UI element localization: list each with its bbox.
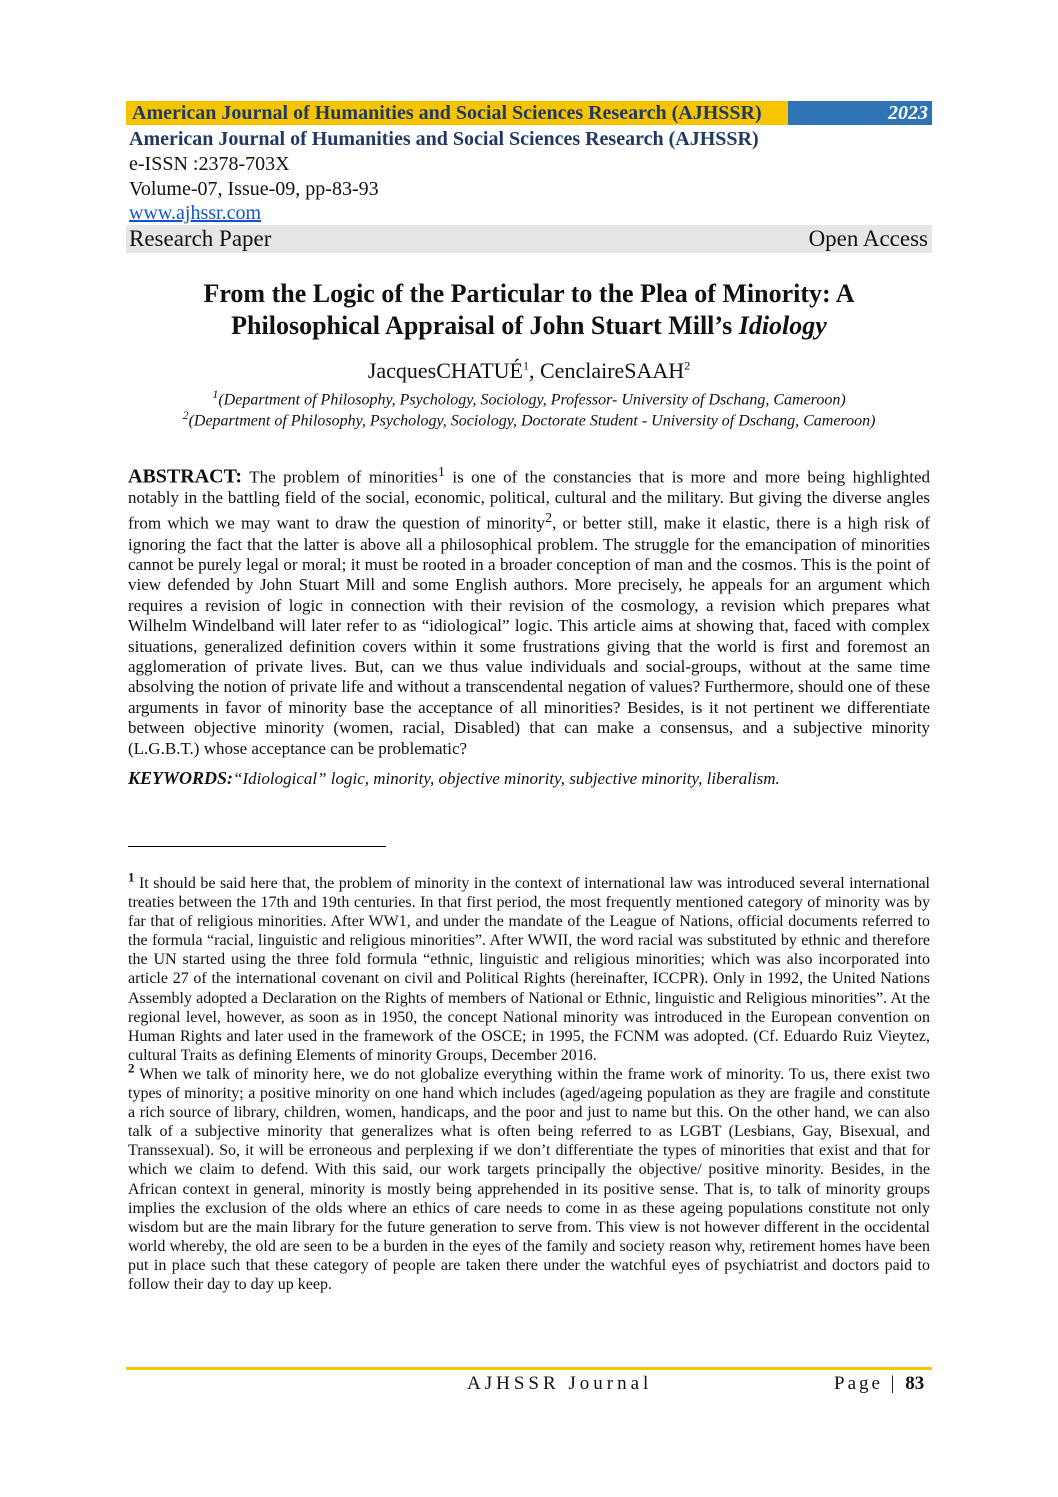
title-line-2-text: Philosophical Appraisal of John Stuart Mill’s (231, 311, 739, 340)
abstract-text-3: , or better still, make it elastic, there is a high risk of ignoring the fact that the latter is above all a philosophical problem. The struggle for the emancipation of minorities cannot be purely legal or moral; it must be rooted in a broader conception of man and the cosmos. This is the point of view defended by John Stuart Mill and some English authors. More precisely, he appeals for an argument which requires a revision of logic in connection with their revision of the cosmology, a revision which prepares what Wilhelm Windelband will later refer to as “idiological” logic. This article aims at showing that, faced with complex situations, generalized definition covers within it some frustrations giving that the world is first and foremost an agglomeration of private lives. But, can we thus value individuals and social-groups, without at the same time absolving the notion of private life and without a transcendental negation of values? Furthermore, should one of these arguments in favor of minority base the acceptance of all minorities? Besides, is it not pertinent we differentiate between objective minority (women, racial, Disabled) that can make a consensus, and a subjective minority (L.G.B.T.) whose acceptance can be problematic? (128, 514, 930, 758)
keywords (128, 768, 930, 789)
paper-title (126, 278, 932, 342)
abstract-label: ABSTRACT: (128, 465, 243, 488)
running-header (126, 101, 932, 125)
paper-type-bar (126, 225, 932, 253)
footnote-2-text: When we talk of minority here, we do not globalize everything within the frame work of minority. To us, there exist two types of minority; a positive minority on one hand which includes (aged/ageing population as they are fragile and constitute a rich source of library, children, women, handicaps, and the poor and just to name but this. On the other hand, we can also talk of a subjective minority that generalizes what is often being referred to as LGBT (Lesbians, Gay, Bisexual, and Transsexual). So, it will be erroneous and perplexing if we don’t differentiate the types of minorities that exist and that for which we claim to defend. With this said, our work targets principally the objective/ positive minority. Besides, in the African context in general, minority is mostly being apprehended in its positive sense. That is, to talk of minority groups implies the exclusion of the olds where an ethics of care needs to come in as these ageing populations constitute not only wisdom but are the main library for the future generation to serve from. This view is not however different in the occidental world whereby, the old are seen to be a burden in the eyes of the family and society reason why, retirement homes have been put in place such that these category of people are taken there under the watchful eyes of psychiatrist and doctors paid to follow their day to day up keep. (128, 1065, 930, 1293)
footer-page (834, 1373, 924, 1395)
volume-issue: Volume-07, Issue-09, pp-83-93 (129, 178, 379, 200)
affiliation-1-mark: 1 (212, 387, 219, 401)
affiliation-2-text: (Department of Philosophy, Psychology, Sociology, Doctorate Student - University of Dschang, Cameroon) (188, 412, 876, 430)
header-yellow-band (126, 101, 788, 125)
footnote-ref-2[interactable]: 2 (545, 510, 553, 527)
footnote-separator (128, 846, 386, 847)
footnote-1-number: 1 (128, 869, 135, 885)
title-italic-word: Idiology (738, 311, 827, 340)
affiliation-1 (126, 387, 932, 409)
abstract-text-1: The problem of minorities (242, 467, 438, 487)
footnote-2-number: 2 (128, 1060, 135, 1076)
footer-page-label: Page | (834, 1373, 898, 1394)
author-2-affiliation-mark: 2 (684, 358, 691, 373)
keywords-label: KEYWORDS: (128, 768, 234, 788)
affiliation-1-text: (Department of Philosophy, Psychology, Sociology, Professor- University of Dschang, Cameroon) (218, 391, 846, 409)
affiliation-2 (126, 408, 932, 430)
journal-name: American Journal of Humanities and Social Sciences Research (AJHSSR) (129, 128, 759, 150)
paper-type: Research Paper (129, 226, 272, 251)
footer-page-number: 83 (905, 1373, 925, 1394)
title-line-2 (126, 310, 932, 342)
footer-rule (126, 1367, 932, 1370)
journal-website-link[interactable]: www.ajhssr.com (129, 202, 262, 224)
author-separator: , (529, 358, 540, 383)
abstract (128, 462, 930, 759)
header-year: 2023 (888, 102, 928, 124)
affiliation-2-mark: 2 (182, 408, 189, 422)
footnote-2 (128, 1060, 930, 1294)
issn: e-ISSN :2378-703X (129, 153, 290, 175)
author-1: JacquesCHATUÉ (367, 358, 523, 383)
keywords-text: “Idiological” logic, minority, objective minority, subjective minority, liberalism. (233, 769, 780, 788)
title-line-1: From the Logic of the Particular to the Plea of Minority: A (203, 279, 855, 308)
footnotes (128, 869, 930, 1294)
footer-journal: AJHSSR Journal (467, 1373, 653, 1394)
footnote-1 (128, 869, 930, 1065)
footnote-1-text: It should be said here that, the problem of minority in the context of international law was introduced several international treaties between the 17th and 19th centuries. In that first period, the most frequently mentioned category of minority was by far that of religious minorities. After WW1, and under the mandate of the League of Nations, official documents referred to the formula “racial, linguistic and religious minorities”. After WWII, the word racial was substituted by ethnic and therefore the UN started using the three fold formula “ethnic, linguistic and religious minorities; which was also incorporated into article 27 of the international covenant on civil and Political Rights (hereinafter, ICCPR). Only in 1992, the United Nations Assembly adopted a Declaration on the Rights of members of National or Ethnic, linguistic and Religious minorities”. At the regional level, however, as soon as in 1950, the concept National minority was introduced in the European convention on Human Rights and later used in the framework of the OSCE; in 1995, the FCNM was adopted. (Cf. Eduardo Ruiz Vieytez, cultural Traits as defining Elements of minority Groups, December 2016. (128, 875, 930, 1064)
abstract-text-2: is one of the constancies that is more and more being highlighted notably in the battling field of the social, economic, political, cultural and the military. But giving the diverse angles from which we may want to draw the question of minority (128, 467, 931, 534)
author-2: CenclaireSAAH (540, 358, 685, 383)
access-type: Open Access (808, 226, 928, 251)
author-list (126, 358, 932, 384)
footnote-ref-1[interactable]: 1 (437, 464, 445, 480)
author-1-affiliation-mark: 1 (523, 358, 529, 373)
header-journal-name: American Journal of Humanities and Social Sciences Research (AJHSSR) (132, 102, 762, 124)
header-blue-band (788, 101, 932, 125)
